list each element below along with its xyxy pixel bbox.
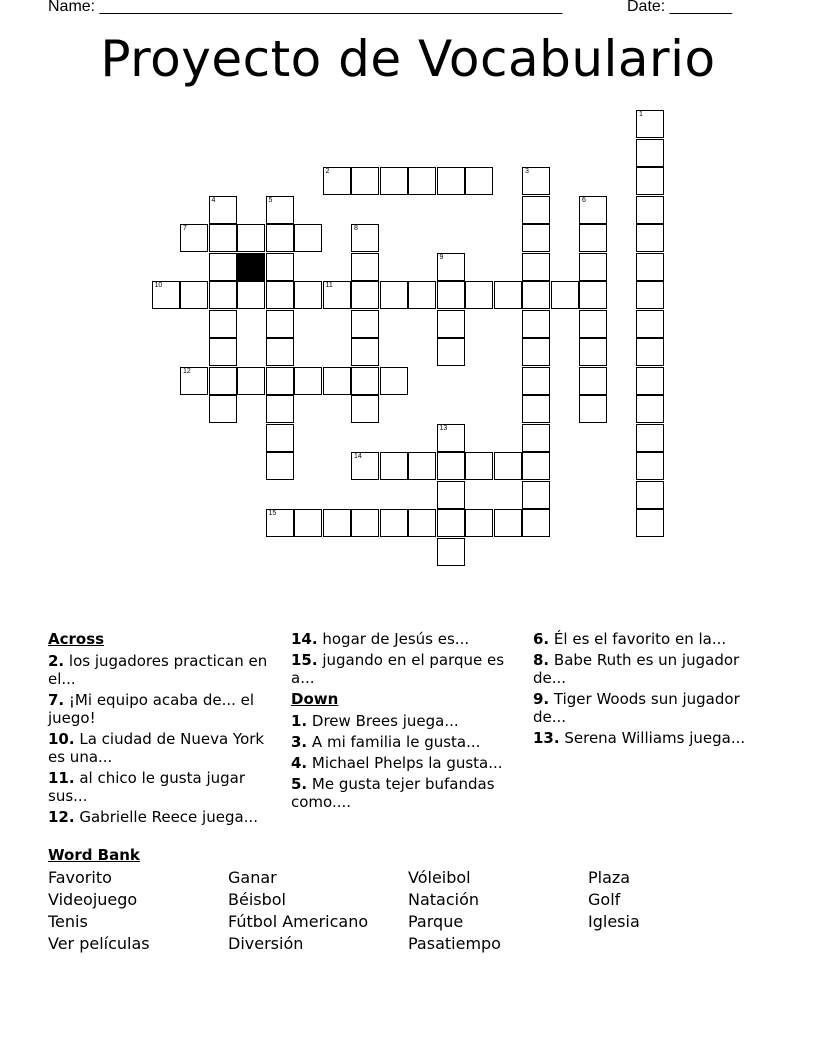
crossword-cell[interactable]: [408, 281, 436, 309]
down-heading: Down: [291, 690, 339, 708]
crossword-cell[interactable]: [551, 281, 579, 309]
clue-number: 7: [183, 225, 187, 232]
crossword-cell[interactable]: [266, 424, 294, 452]
word-bank-item: Fútbol Americano: [228, 912, 369, 931]
clue-number: 3: [525, 168, 529, 175]
word-bank-item: Videojuego: [48, 890, 138, 909]
crossword-cell[interactable]: [180, 367, 208, 395]
crossword-cell[interactable]: [323, 509, 351, 537]
clue-across-10: 10. La ciudad de Nueva York es una...: [48, 730, 265, 766]
crossword-cell[interactable]: [209, 253, 237, 281]
crossword-cell[interactable]: [579, 367, 607, 395]
crossword-cell[interactable]: [636, 139, 664, 167]
crossword-cell[interactable]: [209, 338, 237, 366]
word-bank-item: Favorito: [48, 868, 112, 887]
crossword-cell[interactable]: [351, 310, 379, 338]
clue-down-13: 13. Serena Williams juega...: [533, 729, 746, 747]
word-bank-item: Diversión: [228, 934, 304, 953]
crossword-cell[interactable]: [209, 367, 237, 395]
crossword-cell[interactable]: [636, 452, 664, 480]
crossword-cell[interactable]: [494, 452, 522, 480]
clue-down-9: 9. Tiger Woods sun jugador de...: [533, 690, 740, 726]
crossword-cell[interactable]: [294, 367, 322, 395]
crossword-cell[interactable]: [351, 167, 379, 195]
clue-across-2: 2. los jugadores practican en el...: [48, 652, 268, 688]
clue-number: 13: [439, 424, 448, 432]
crossword-cell[interactable]: [636, 224, 664, 252]
word-bank-heading: Word Bank: [48, 846, 140, 864]
crossword-cell[interactable]: [180, 224, 208, 252]
word-bank-item: Golf: [588, 890, 621, 909]
crossword-cell[interactable]: [323, 167, 351, 195]
crossword-cell[interactable]: [522, 310, 550, 338]
crossword-cell[interactable]: [522, 509, 550, 537]
word-bank-item: Ganar: [228, 868, 277, 887]
crossword-cell[interactable]: [636, 395, 664, 423]
clue-across-15: 15. jugando en el parque es a...: [291, 651, 505, 687]
clue-number: 2: [325, 168, 330, 175]
word-bank-item: Plaza: [588, 868, 631, 887]
crossword-cell[interactable]: [522, 424, 550, 452]
date-field-label: Date: _______: [627, 0, 732, 15]
crossword-cell[interactable]: [636, 310, 664, 338]
crossword-cell[interactable]: [636, 367, 664, 395]
clue-across-14: 14. hogar de Jesús es...: [291, 630, 470, 648]
crossword-cell[interactable]: [323, 281, 351, 309]
crossword-cell[interactable]: [636, 481, 664, 509]
crossword-cell[interactable]: [437, 281, 465, 309]
crossword-cell[interactable]: [437, 253, 465, 281]
crossword-cell[interactable]: [294, 224, 322, 252]
clue-number: 11: [325, 282, 333, 289]
crossword-cell[interactable]: [522, 196, 550, 224]
crossword-cell[interactable]: [465, 509, 493, 537]
clue-down-5: 5. Me gusta tejer bufandas como....: [291, 775, 495, 811]
crossword-cell[interactable]: [408, 452, 436, 480]
crossword-cell[interactable]: [522, 395, 550, 423]
page-title: Proyecto de Vocabulario: [100, 30, 716, 88]
clue-down-1: 1. Drew Brees juega...: [291, 712, 459, 730]
crossword-cell[interactable]: [380, 509, 408, 537]
crossword-cell[interactable]: [266, 367, 294, 395]
word-bank-item: Tenis: [48, 912, 88, 931]
crossword-cell[interactable]: [636, 281, 664, 309]
clue-down-4: 4. Michael Phelps la gusta...: [291, 754, 503, 772]
clue-across-11: 11. al chico le gusta jugar sus...: [48, 769, 246, 805]
crossword-cell[interactable]: [522, 253, 550, 281]
crossword-cell[interactable]: [579, 338, 607, 366]
crossword-cell[interactable]: [522, 281, 550, 309]
crossword-cell[interactable]: [437, 538, 465, 566]
crossword-cell[interactable]: [266, 224, 294, 252]
crossword-cell[interactable]: [579, 310, 607, 338]
clues-column-1: [48, 630, 280, 829]
word-bank-item: Iglesia: [588, 912, 640, 931]
word-bank-column-1: [48, 867, 150, 955]
word-bank-item: Pasatiempo: [408, 934, 501, 953]
crossword-cell[interactable]: [579, 196, 607, 224]
across-heading: Across: [48, 630, 105, 648]
crossword-cell[interactable]: [266, 452, 294, 480]
clue-number: 8: [354, 225, 358, 232]
word-bank-item: Vóleibol: [408, 868, 471, 887]
clue-number: 15: [268, 510, 277, 517]
clues-column-3: [533, 630, 773, 750]
clue-number: 6: [582, 196, 586, 204]
crossword-cell[interactable]: [323, 367, 351, 395]
crossword-cell[interactable]: [351, 509, 379, 537]
crossword-cell[interactable]: [636, 196, 664, 224]
crossword-cell[interactable]: [437, 310, 465, 338]
crossword-cell[interactable]: [380, 167, 408, 195]
clue-across-12: 12. Gabrielle Reece juega...: [48, 808, 258, 826]
crossword-cell[interactable]: [266, 253, 294, 281]
clues-column-2: [291, 630, 521, 814]
word-bank-item: Béisbol: [228, 890, 286, 909]
crossword-cell[interactable]: [351, 224, 379, 252]
crossword-cell[interactable]: [522, 167, 550, 195]
clue-number: 5: [268, 196, 273, 204]
crossword-cell[interactable]: [408, 509, 436, 537]
word-bank-item: Ver películas: [48, 934, 150, 953]
crossword-cell[interactable]: [437, 167, 465, 195]
crossword-cell[interactable]: [494, 281, 522, 309]
crossword-cell[interactable]: [294, 281, 322, 309]
crossword-cell[interactable]: [437, 481, 465, 509]
crossword-cell[interactable]: [437, 338, 465, 366]
crossword-cell[interactable]: [209, 281, 237, 309]
clue-number: 10: [154, 282, 163, 289]
crossword-cell[interactable]: [380, 452, 408, 480]
word-bank-column-4: [588, 867, 640, 933]
clue-number: 4: [211, 196, 216, 204]
crossword-cell[interactable]: [579, 281, 607, 309]
crossword-cell[interactable]: [209, 224, 237, 252]
crossword-cell[interactable]: [351, 281, 379, 309]
crossword-cell[interactable]: [494, 509, 522, 537]
crossword-cell[interactable]: [465, 452, 493, 480]
crossword-cell[interactable]: [522, 224, 550, 252]
crossword-cell[interactable]: [579, 395, 607, 423]
crossword-cell[interactable]: [522, 338, 550, 366]
crossword-cell[interactable]: [437, 509, 465, 537]
crossword-cell[interactable]: [579, 253, 607, 281]
crossword-cell[interactable]: [209, 196, 237, 224]
crossword-cell[interactable]: [266, 196, 294, 224]
crossword-cell[interactable]: [266, 509, 294, 537]
crossword-cell[interactable]: [636, 110, 664, 138]
crossword-cell[interactable]: [237, 224, 265, 252]
crossword-cell[interactable]: [636, 338, 664, 366]
crossword-cell[interactable]: [351, 452, 379, 480]
crossword-cell[interactable]: [380, 367, 408, 395]
crossword-cell[interactable]: [636, 424, 664, 452]
crossword-cell[interactable]: [266, 310, 294, 338]
crossword-cell[interactable]: [266, 338, 294, 366]
crossword-cell[interactable]: [522, 452, 550, 480]
crossword-cell[interactable]: [437, 424, 465, 452]
clue-down-8: 8. Babe Ruth es un jugador de...: [533, 651, 740, 687]
crossword-cell[interactable]: [636, 253, 664, 281]
clue-number: 14: [354, 453, 362, 460]
crossword-cell[interactable]: [579, 224, 607, 252]
crossword-cell[interactable]: [351, 395, 379, 423]
crossword-cell[interactable]: [266, 395, 294, 423]
crossword-cell[interactable]: [522, 481, 550, 509]
word-bank-item: Natación: [408, 890, 480, 909]
crossword-cell[interactable]: [465, 281, 493, 309]
crossword-cell[interactable]: [237, 367, 265, 395]
clue-number: 12: [183, 367, 191, 375]
word-bank-column-2: [228, 867, 368, 955]
crossword-black-square: [237, 253, 265, 281]
crossword-cell[interactable]: [351, 338, 379, 366]
crossword-cell[interactable]: [294, 509, 322, 537]
clue-down-3: 3. A mi familia le gusta...: [291, 733, 481, 751]
crossword-cell[interactable]: [266, 281, 294, 309]
clue-number: 1: [639, 111, 643, 118]
crossword-cell[interactable]: [237, 281, 265, 309]
crossword-cell[interactable]: [380, 281, 408, 309]
word-bank-column-3: [408, 867, 501, 955]
crossword-cell[interactable]: [209, 310, 237, 338]
crossword-cell[interactable]: [180, 281, 208, 309]
name-field-label: Name: ____________________________________________________: [48, 0, 563, 15]
clue-down-6: 6. Él es el favorito en la...: [533, 630, 727, 648]
crossword-cell[interactable]: [408, 167, 436, 195]
crossword-cell[interactable]: [636, 509, 664, 537]
crossword-cell[interactable]: [522, 367, 550, 395]
crossword-cell[interactable]: [636, 167, 664, 195]
clue-number: 9: [439, 253, 444, 261]
clue-across-7: 7. ¡Mi equipo acaba de... el juego!: [48, 691, 255, 727]
crossword-cell[interactable]: [351, 367, 379, 395]
crossword-cell[interactable]: [437, 452, 465, 480]
crossword-cell[interactable]: [209, 395, 237, 423]
word-bank-item: Parque: [408, 912, 464, 931]
crossword-cell[interactable]: [152, 281, 180, 309]
crossword-cell[interactable]: [465, 167, 493, 195]
crossword-cell[interactable]: [351, 253, 379, 281]
